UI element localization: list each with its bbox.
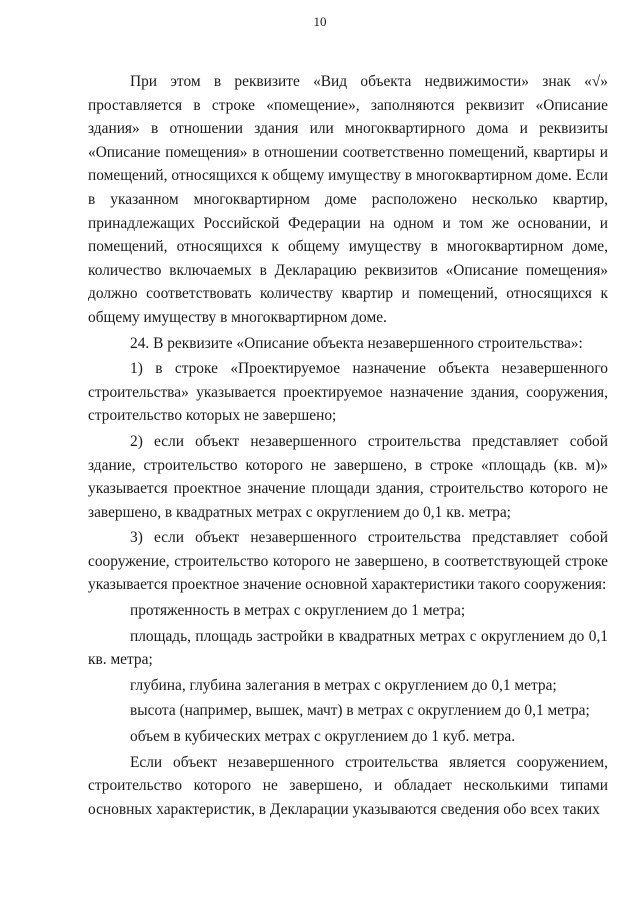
document-body	[88, 70, 608, 821]
paragraph-area: площадь, площадь застройки в квадратных метрах с округлением до 0,1 кв. метра;	[88, 627, 608, 669]
paragraph-item-24-heading: 24. В реквизите «Описание объекта незавершенного строительства»:	[130, 334, 583, 352]
paragraph-apartment-building: При этом в реквизите «Вид объекта недвижимости» знак «√» проставляется в строке «помещение», заполняются реквизит «Описание здания» в отношении здания или многоквартирного дома и реквизиты «Описание помещения» в отношении соответственно помещений, квартиры и помещений, относящихся к общему имуществу в многоквартирном доме. Если в указанном многоквартирном доме расположено несколько квартир, принадлежащих Российской Федерации на одном и том же основании, и помещений, относящихся к общему имуществу в многоквартирном доме, количество включаемых в Декларацию реквизитов «Описание помещения» должно соответствовать количеству квартир и помещений, относящихся к общему имуществу в многоквартирном доме.	[88, 73, 608, 326]
paragraph-volume: объем в кубических метрах с округлением до 1 куб. метра.	[130, 728, 516, 746]
paragraph-depth: глубина, глубина залегания в метрах с округлением до 0,1 метра;	[130, 676, 557, 694]
page-number: 10	[313, 14, 327, 29]
paragraph-multiple-characteristics: Если объект незавершенного строительства является сооружением, строительство которого не завершено, и обладает несколькими типами основных характеристик, в Декларации указываются сведения обо всех таких	[88, 753, 608, 818]
paragraph-subitem-3: 3) если объект незавершенного строительства представляет собой сооружение, строительство которого не завершено, в соответствующей строке указывается проектное значение основной характеристики такого сооружения:	[88, 529, 608, 594]
paragraph-subitem-1: 1) в строке «Проектируемое назначение объекта незавершенного строительства» указывается проектируемое назначение здания, сооружения, строительство которых не завершено;	[88, 360, 608, 425]
paragraph-height: высота (например, вышек, мачт) в метрах с округлением до 0,1 метра;	[130, 702, 590, 720]
paragraph-subitem-2: 2) если объект незавершенного строительства представляет собой здание, строительство которого не завершено, в строке «площадь (кв. м)» указывается проектное значение площади здания, строительство которого не завершено, в квадратных метрах с округлением до 0,1 кв. метра;	[88, 432, 608, 521]
paragraph-length: протяженность в метрах с округлением до 1 метра;	[130, 602, 466, 620]
